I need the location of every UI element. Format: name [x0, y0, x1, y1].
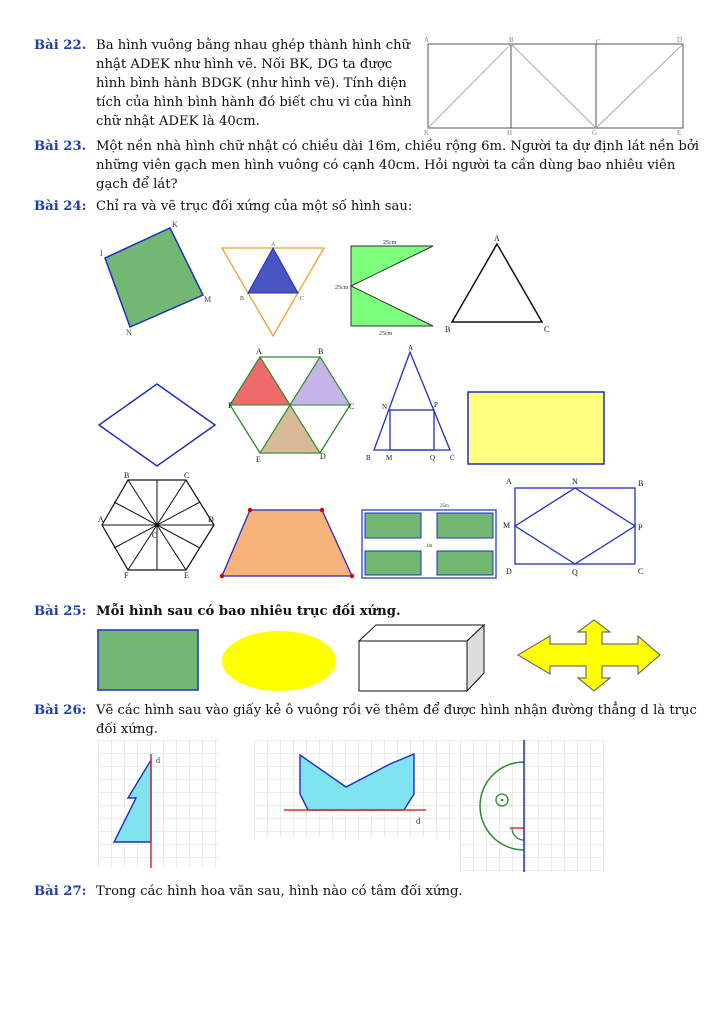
figure-label: N: [382, 403, 388, 411]
figure-grid-2: [254, 740, 458, 840]
figure-label: C: [596, 38, 601, 46]
line-label: d: [416, 816, 421, 826]
figure-label: M: [386, 454, 393, 462]
figure-rhombus: [95, 380, 220, 470]
figure-triangle-in-triangle: [220, 238, 330, 338]
problem-text-line: hình bình hành BDGK (như hình vẽ). Tính diện: [96, 76, 407, 91]
problem-text-line: Vẽ các hình sau vào giấy kẻ ô vuông rồi vẽ thêm để được hình nhận đường thẳng d là trục: [96, 703, 697, 718]
figure-label: E: [256, 455, 261, 464]
figure-label: A: [98, 515, 104, 524]
figure-rhombus-in-rectangle: [500, 474, 650, 580]
figure-label: C: [349, 402, 355, 411]
figure-label: B: [318, 347, 324, 356]
line-label: d: [156, 756, 160, 765]
figure-yellow-rectangle: [466, 390, 608, 466]
figure-label: C: [450, 454, 455, 462]
figure-label: B: [124, 471, 130, 480]
figure-label: B: [445, 325, 451, 334]
figure-label: P: [638, 523, 643, 532]
figure-triangle-rectangle: [362, 342, 462, 466]
figure-label: E: [677, 129, 682, 137]
figure-label: 25m: [440, 504, 449, 509]
problem-text: Trong các hình hoa văn sau, hình nào có tâm đối xứng.: [96, 884, 463, 899]
figure-label: A: [424, 36, 430, 44]
figure-label: O: [152, 531, 158, 540]
figure-box: [356, 622, 488, 694]
problem-text-line: chữ nhật ADEK là 40cm.: [96, 114, 260, 129]
problem-text-line: gạch để lát?: [96, 177, 178, 192]
figure-label: D: [320, 452, 326, 461]
figure-hexagon-colored: [228, 345, 358, 465]
figure-label: M: [204, 295, 212, 304]
figure-label: F: [124, 571, 129, 580]
problem-label: Bài 25:: [34, 604, 87, 619]
figure-label: Q: [572, 568, 578, 577]
figure-label: B: [638, 479, 644, 488]
figure-grid-3: [460, 740, 606, 874]
problem-text-line: Ba hình vuông bằng nhau ghép thành hình chữ: [96, 38, 411, 53]
figure-green-shape: [335, 238, 440, 338]
problem-text-line: những viên gạch men hình vuông có cạnh 40cm. Hỏi người ta cần dùng bao nhiêu viên: [96, 158, 676, 173]
figure-label: A: [408, 344, 414, 352]
figure-label: D: [506, 567, 512, 576]
figure-label: K: [424, 129, 430, 137]
problem-label: Bài 23.: [34, 139, 87, 154]
figure-label: 1m: [426, 544, 433, 549]
problem-text: Mỗi hình sau có bao nhiêu trục đối xứng.: [96, 604, 401, 619]
figure-label: 25cm: [335, 285, 349, 291]
problem-label: Bài 24:: [34, 199, 87, 214]
figure-yellow-cross: [514, 618, 674, 693]
problem-text-line: đối xứng.: [96, 722, 158, 737]
figure-label: P: [434, 401, 438, 409]
figure-label: E: [184, 571, 189, 580]
problem-label: Bài 22.: [34, 38, 87, 53]
figure-label: C: [638, 567, 644, 576]
figure-label: N: [572, 477, 578, 486]
problem-label: Bài 26:: [34, 703, 87, 718]
problem-text: Chỉ ra và vẽ trục đối xứng của một số hình sau:: [96, 199, 413, 214]
figure-label: G: [592, 129, 598, 137]
figure-label: B: [366, 454, 371, 462]
problem-text-line: nhật ADEK như hình vẽ. Nối BK, DG ta được: [96, 57, 393, 72]
figure-green-rectangle: [96, 628, 202, 694]
problem-text-line: tích của hình bình hành đó biết chu vi của hình: [96, 95, 412, 110]
problem-label: Bài 27:: [34, 884, 87, 899]
figure-label: K: [172, 220, 178, 229]
figure-label: C: [544, 325, 550, 334]
figure-label: H: [507, 129, 513, 137]
figure-label: D: [677, 36, 683, 44]
figure-label: A: [494, 234, 500, 243]
figure-hexagon-lines: [98, 470, 220, 582]
figure-label: A: [506, 477, 512, 486]
figure-label: M: [503, 521, 511, 530]
figure-label: C: [184, 471, 190, 480]
figure-three-squares: [420, 36, 690, 136]
figure-label: B: [240, 296, 245, 302]
figure-label: F: [228, 401, 233, 410]
figure-label: D: [208, 515, 214, 524]
figure-square-rotated: [100, 220, 215, 335]
figure-label: Q: [430, 454, 436, 462]
figure-label: A: [271, 242, 276, 248]
figure-label: 25cm: [379, 331, 393, 337]
figure-orange-trapezoid: [218, 506, 358, 582]
figure-yellow-ellipse: [220, 628, 340, 694]
figure-label: C: [300, 296, 305, 302]
figure-label: I: [100, 249, 103, 258]
figure-garden-plan: [360, 500, 500, 582]
figure-grid-1: [98, 740, 220, 870]
figure-label: A: [256, 347, 262, 356]
figure-equilateral-triangle: [440, 232, 555, 336]
problem-text-line: Một nền nhà hình chữ nhật có chiều dài 16m, chiều rộng 6m. Người ta dự định lát nền bởi: [96, 139, 700, 154]
figure-label: B: [509, 36, 514, 44]
figure-label: 25cm: [383, 240, 397, 246]
figure-label: N: [126, 328, 132, 337]
